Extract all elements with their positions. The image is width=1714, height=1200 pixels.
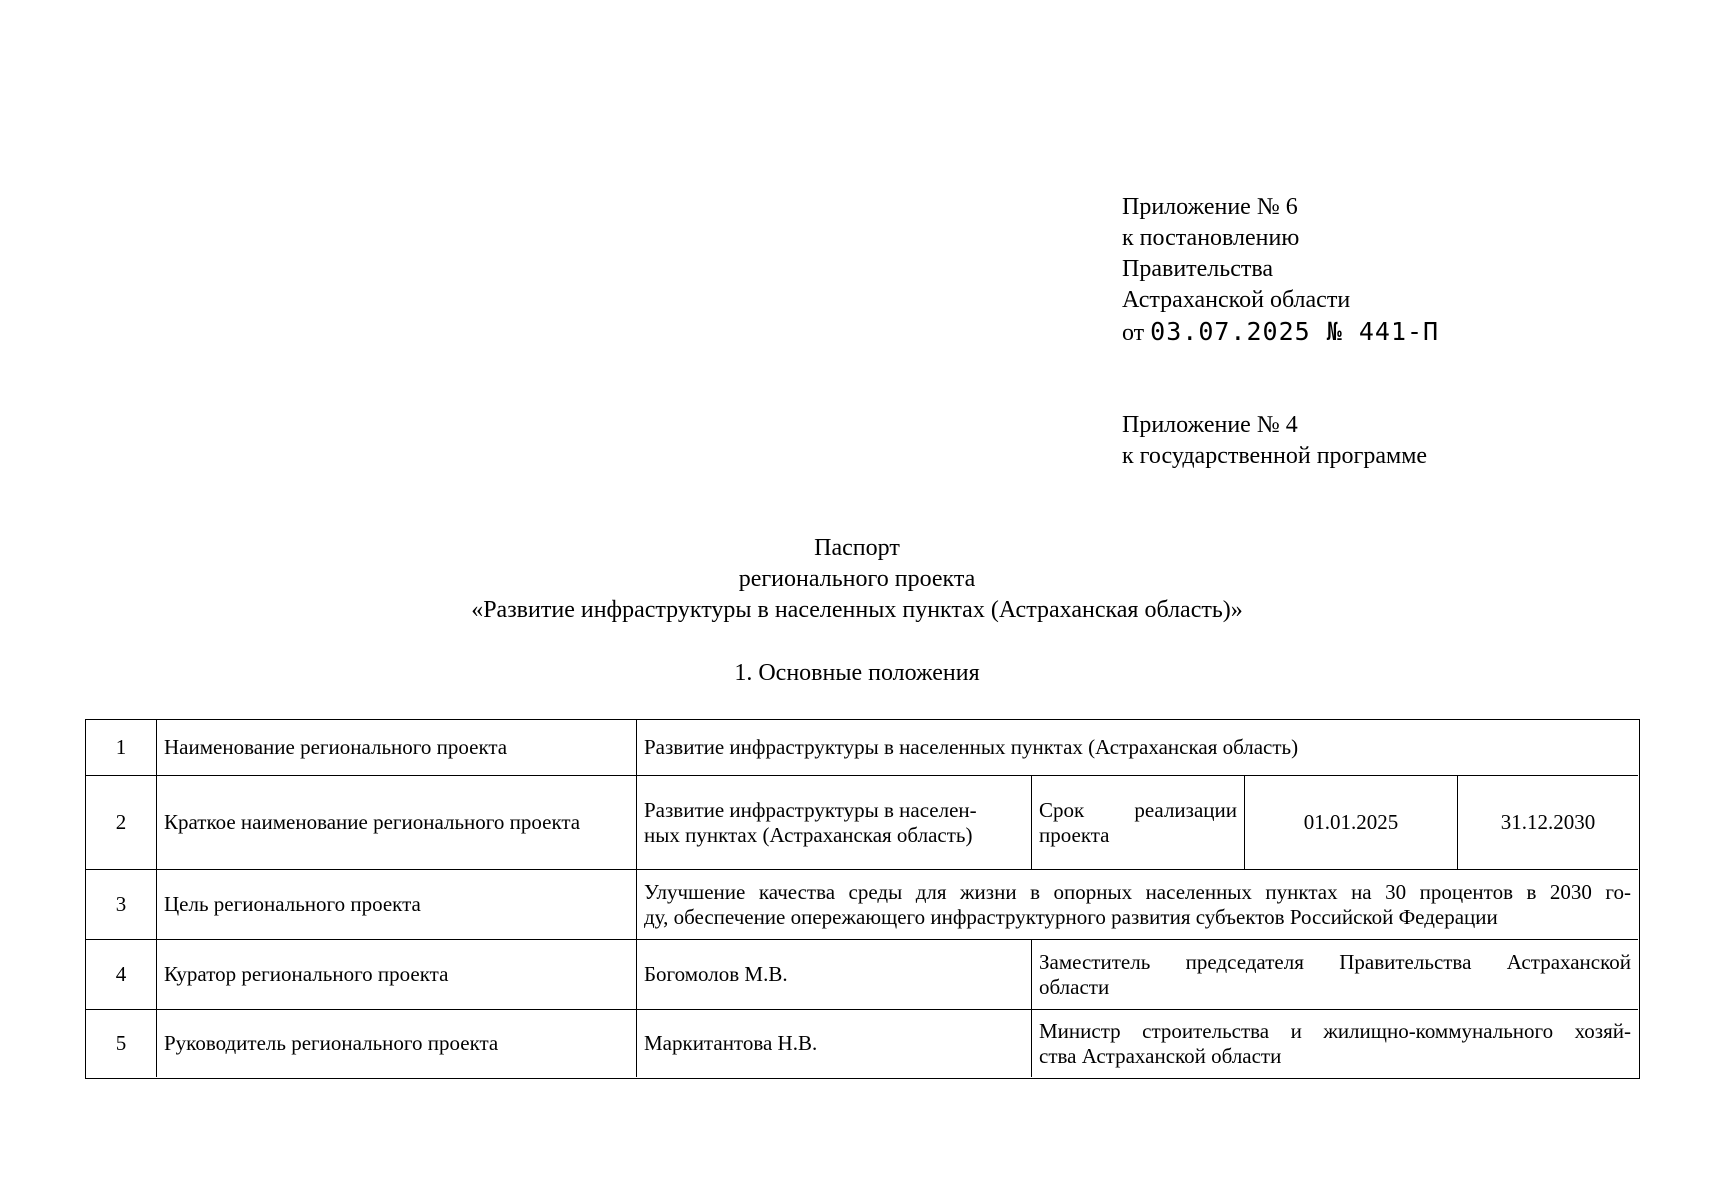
appendix-4-title: Приложение № 4 <box>1122 412 1298 438</box>
row-3-number: 3 <box>86 869 156 939</box>
row-5-number: 5 <box>86 1009 156 1077</box>
decree-date-stamp: 03.07.2025 № 441-П <box>1150 317 1440 346</box>
appendix-6-line-4: Астраханской области <box>1122 287 1351 313</box>
period-label-word-3: проекта <box>1039 822 1110 847</box>
row-5-name: Маркитантова Н.В. <box>636 1009 1031 1077</box>
row-5-position-line-2: ства Астраханской области <box>1039 1043 1282 1068</box>
row-1-label: Наименование регионального проекта <box>156 720 636 775</box>
decree-date-line <box>1122 316 1439 349</box>
row-3-goal-line-1: Улучшение качества среды для жизни в опорных населенных пунктах на 30 процентов в 2030 го- <box>644 879 1631 904</box>
row-4-number: 4 <box>86 939 156 1009</box>
title-line-1: Паспорт <box>814 535 900 561</box>
appendix-6-title: Приложение № 6 <box>1122 194 1298 220</box>
row-2-label: Краткое наименование регионального проекта <box>156 775 636 869</box>
row-5-position-line-1: Министр строительства и жилищно-коммунального хозяй- <box>1039 1018 1631 1043</box>
period-label-word-2: реализации <box>1134 797 1237 822</box>
row-4-position-line-1: Заместитель председателя Правительства Астраханской <box>1039 949 1631 974</box>
decree-date-prefix: от <box>1122 320 1145 346</box>
row-5-position <box>1031 1009 1638 1077</box>
row-3-goal <box>636 869 1638 939</box>
row-2-end-date: 31.12.2030 <box>1457 775 1638 869</box>
row-2-start-date: 01.01.2025 <box>1244 775 1457 869</box>
section-heading: 1. Основные положения <box>734 660 980 686</box>
row-4-label: Куратор регионального проекта <box>156 939 636 1009</box>
row-4-name: Богомолов М.В. <box>636 939 1031 1009</box>
row-4-position <box>1031 939 1638 1009</box>
row-3-goal-line-2: ду, обеспечение опережающего инфраструктурного развития субъектов Российской Федерации <box>644 904 1498 929</box>
title-line-2: регионального проекта <box>738 566 976 592</box>
appendix-6-block <box>1122 192 1439 349</box>
appendix-4-block <box>1122 410 1427 472</box>
main-provisions-table <box>85 719 1640 1079</box>
row-4-position-line-2: области <box>1039 974 1110 999</box>
row-1-number: 1 <box>115 735 127 759</box>
appendix-4-line-2: к государственной программе <box>1122 443 1428 469</box>
row-2-short-name-line-1: Развитие инфраструктуры в населен- <box>644 797 977 822</box>
period-label-word-1: Срок <box>1039 797 1085 822</box>
row-2-short-name-line-2: ных пунктах (Астраханская область) <box>644 822 973 847</box>
row-2-short-name <box>636 775 1031 869</box>
row-5-label: Руководитель регионального проекта <box>156 1009 636 1077</box>
row-2-number: 2 <box>86 775 156 869</box>
title-line-3: «Развитие инфраструктуры в населенных пунктах (Астраханская область)» <box>471 597 1243 623</box>
appendix-6-line-2: к постановлению <box>1122 225 1300 251</box>
row-2-period-label <box>1031 775 1244 869</box>
appendix-6-line-3: Правительства <box>1122 256 1274 282</box>
row-1-value: Развитие инфраструктуры в населенных пунктах (Астраханская область) <box>636 720 1638 775</box>
document-title <box>0 533 1714 626</box>
row-3-label: Цель регионального проекта <box>156 869 636 939</box>
